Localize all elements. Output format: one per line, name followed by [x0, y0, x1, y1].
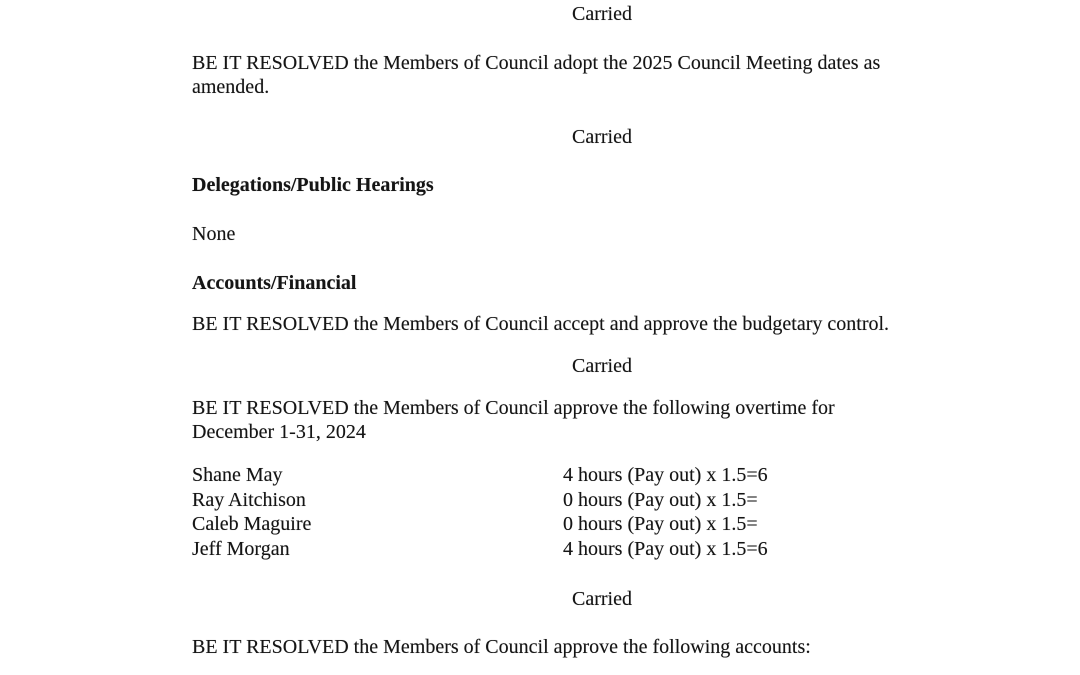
resolution-budgetary-control: BE IT RESOLVED the Members of Council accept and approve the budgetary control.	[192, 313, 890, 335]
resolution-overtime	[192, 396, 1012, 444]
overtime-row	[192, 488, 1012, 513]
overtime-hours-calc: 0 hours (Pay out) x 1.5=	[563, 488, 758, 511]
overtime-employee-name: Ray Aitchison	[192, 488, 306, 511]
overtime-row	[192, 463, 1012, 488]
overtime-table	[192, 463, 1012, 561]
overtime-row	[192, 537, 1012, 562]
overtime-hours-calc: 0 hours (Pay out) x 1.5=	[563, 513, 758, 535]
resolution-overtime-line-2: December 1-31, 2024	[192, 421, 366, 443]
resolution-meeting-dates	[192, 51, 1012, 99]
overtime-row	[192, 512, 1012, 537]
carried-status-2: Carried	[572, 126, 632, 148]
delegations-body: None	[192, 223, 236, 245]
overtime-employee-name: Caleb Maguire	[192, 513, 312, 535]
overtime-hours-calc: 4 hours (Pay out) x 1.5=6	[563, 537, 768, 560]
carried-status-1: Carried	[572, 3, 632, 25]
overtime-employee-name: Jeff Morgan	[192, 537, 290, 560]
carried-status-4: Carried	[572, 588, 632, 610]
resolution-meeting-dates-line-1: BE IT RESOLVED the Members of Council adopt the 2025 Council Meeting dates as	[192, 52, 881, 74]
resolution-meeting-dates-line-2: amended.	[192, 76, 270, 98]
overtime-hours-calc: 4 hours (Pay out) x 1.5=6	[563, 464, 768, 486]
section-heading-accounts: Accounts/Financial	[192, 272, 357, 294]
section-heading-delegations: Delegations/Public Hearings	[192, 174, 434, 196]
resolution-overtime-line-1: BE IT RESOLVED the Members of Council approve the following overtime for	[192, 397, 835, 419]
overtime-employee-name: Shane May	[192, 464, 283, 486]
resolution-accounts: BE IT RESOLVED the Members of Council approve the following accounts:	[192, 636, 811, 658]
carried-status-3: Carried	[572, 355, 632, 377]
